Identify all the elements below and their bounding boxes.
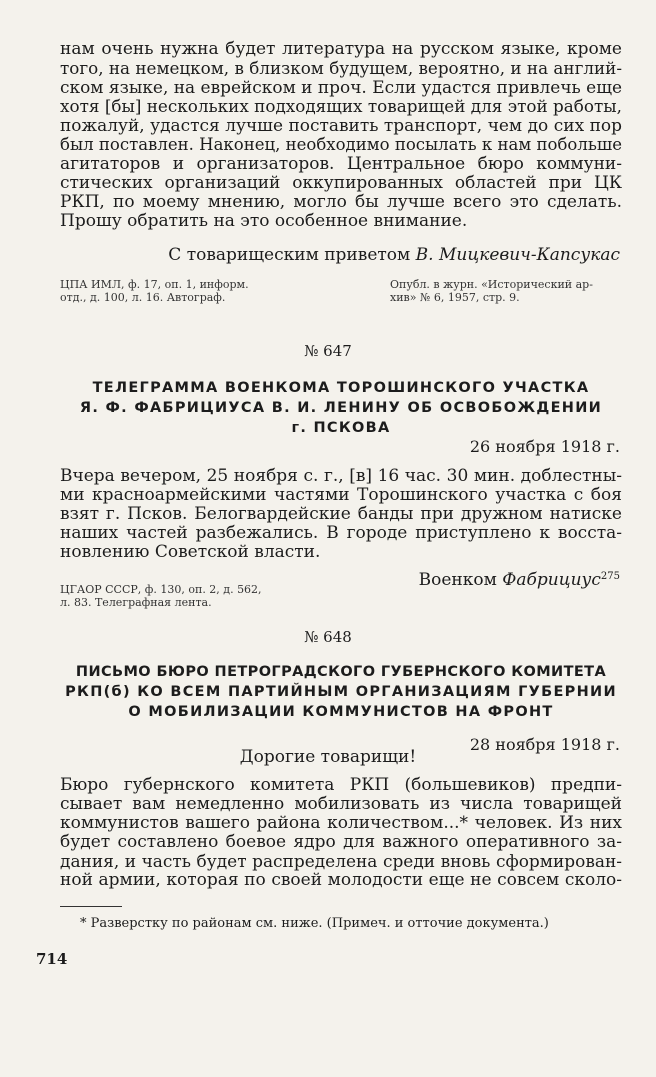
- footnote: * Разверстку по районам см. ниже. (Примеч. и отточие документа.): [80, 916, 549, 931]
- title-line: Я. Ф. ФАБРИЦИУСА В. И. ЛЕНИНУ ОБ ОСВОБОЖДЕНИИ: [79, 400, 603, 416]
- text-line: сывает вам немедленно мобилизовать из числа товарищей: [60, 794, 622, 815]
- text-line: был поставлен. Наконец, необходимо посылать к нам побольше: [60, 135, 622, 155]
- letter-text: [60, 776, 622, 891]
- text-line: РКП, по моему мнению, могло бы лучше всего это сделать.: [60, 191, 622, 212]
- text-line: будет составлено боевое ядро для важного оперативного за-: [60, 832, 622, 853]
- publication-reference: [390, 278, 593, 304]
- footnote-divider: [60, 906, 122, 907]
- signature-fabricius: [419, 570, 620, 590]
- text-line: наших частей разбежались. В городе приступлено к восста-: [60, 523, 622, 544]
- continuation-paragraph: [60, 40, 622, 231]
- signature-kapsukas: [168, 245, 620, 265]
- text-line: того, на немецком, в близком будущем, вероятно, и на англий-: [60, 58, 622, 79]
- title-line: г. ПСКОВА: [291, 420, 391, 436]
- document-date: 26 ноября 1918 г.: [469, 437, 620, 456]
- telegram-text: [60, 467, 622, 562]
- archive-line: ЦПА ИМЛ, ф. 17, оп. 1, информ.: [60, 278, 249, 291]
- signer-name: В. Мицкевич-Капсукас: [415, 245, 620, 265]
- page-number: 714: [36, 950, 68, 968]
- text-line: нам очень нужна будет литература на русском языке, кроме: [60, 39, 622, 59]
- greeting: Дорогие товарищи!: [239, 747, 417, 767]
- text-line: хотя [бы] нескольких подходящих товарищей для этой работы,: [60, 96, 622, 117]
- title-line: ТЕЛЕГРАММА ВОЕНКОМА ТОРОШИНСКОГО УЧАСТКА: [92, 380, 590, 396]
- text-line: коммунистов вашего района количеством...* человек. Из них: [60, 813, 622, 834]
- title-line: ПИСЬМО БЮРО ПЕТРОГРАДСКОГО ГУБЕРНСКОГО КОМИТЕТА: [75, 664, 607, 680]
- publication-line: хив» № 6, 1957, стр. 9.: [390, 291, 520, 304]
- text-line: взят г. Псков. Белогвардейские банды при дружном натиске: [60, 504, 622, 525]
- archive-reference: [60, 583, 262, 609]
- text-line: новлению Советской власти.: [60, 542, 321, 563]
- document-title: [60, 378, 622, 438]
- title-line: О МОБИЛИЗАЦИИ КОММУНИСТОВ НА ФРОНТ: [128, 704, 554, 720]
- text-line: Вчера вечером, 25 ноября с. г., [в] 16 час. 30 мин. доблестны-: [60, 466, 622, 486]
- document-number: № 647: [304, 342, 352, 360]
- text-line: ском языке, на еврейском и проч. Если удастся привлечь еще: [60, 77, 622, 98]
- archive-line: л. 83. Телеграфная лента.: [60, 596, 212, 609]
- note-reference: 275: [600, 571, 620, 582]
- text-line: ми красноармейскими частями Торошинского участка с боя: [60, 485, 622, 506]
- publication-line: Опубл. в журн. «Исторический ар-: [390, 278, 593, 291]
- text-line: пожалуй, удастся лучше поставить транспорт, чем до сих пор: [60, 115, 622, 136]
- document-title: [60, 662, 622, 722]
- signer-role: Военком: [418, 570, 497, 590]
- signer-name: Фабрициус: [502, 570, 601, 590]
- archive-line: отд., д. 100, л. 16. Автограф.: [60, 291, 226, 304]
- archive-line: ЦГАОР СССР, ф. 130, оп. 2, д. 562,: [60, 583, 262, 596]
- text-line: стических организаций оккупированных областей при ЦК: [60, 172, 622, 193]
- text-line: Прошу обратить на это особенное внимание.: [60, 210, 468, 231]
- document-number: № 648: [304, 628, 352, 646]
- text-line: ной армии, которая по своей молодости еще не совсем сколо-: [60, 870, 622, 891]
- text-line: Бюро губернского комитета РКП (большевиков) предпи-: [60, 775, 622, 795]
- closing-text: С товарищеским приветом: [168, 245, 411, 265]
- document-date: 28 ноября 1918 г.: [469, 735, 620, 754]
- text-line: дания, и часть будет распределена среди вновь сформирован-: [60, 851, 622, 872]
- text-line: агитаторов и организаторов. Центральное бюро коммуни-: [60, 153, 622, 174]
- archive-reference: [60, 278, 249, 304]
- title-line: РКП(б) КО ВСЕМ ПАРТИЙНЫМ ОРГАНИЗАЦИЯМ ГУБЕРНИИ: [65, 684, 617, 700]
